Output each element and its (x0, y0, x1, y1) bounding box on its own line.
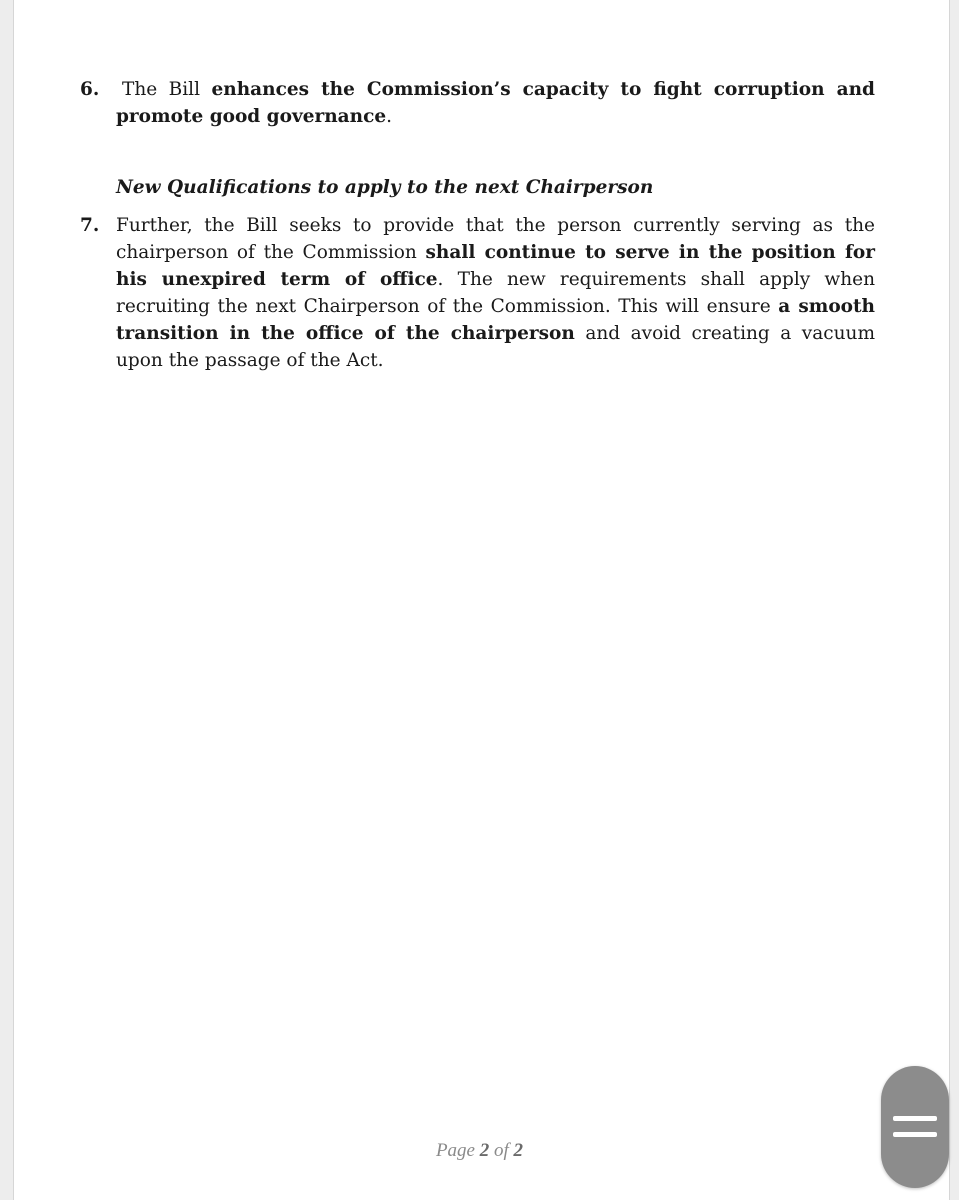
scroll-handle[interactable] (881, 1066, 949, 1188)
paragraph-7-emphasis-1: shall continue to serve in the position for his unexpired term of office (116, 242, 875, 290)
page-footer (0, 1140, 959, 1162)
paragraph-7-number: 7. (80, 215, 100, 236)
of-word: of (489, 1140, 514, 1161)
paragraph-6-end: . (386, 106, 393, 127)
document-page (13, 0, 950, 1200)
paragraph-7-text-1: Further, the Bill seeks to provide that the person currently serving as the chairperson of the Commission (116, 215, 875, 263)
paragraph-7-emphasis-2: a smooth transition in the office of the chairperson (116, 296, 875, 344)
paragraph-7-text-3: and avoid creating a vacuum upon the passage of the Act. (116, 323, 875, 371)
section-heading: New Qualifications to apply to the next Chairperson (116, 177, 654, 198)
paragraph-7-text-2: . The new requirements shall apply when recruiting the next Chairperson of the Commission. This will ensure (116, 269, 876, 317)
paragraph-6-text: The Bill (122, 79, 212, 100)
page-total: 2 (513, 1140, 524, 1161)
paragraph-6-emphasis: enhances the Commission’s capacity to fight corruption and promote good governance (116, 79, 875, 127)
paragraph-7 (116, 212, 875, 374)
page-word: Page (435, 1140, 480, 1161)
page-number: 2 (479, 1140, 490, 1161)
paragraph-6-number: 6. (80, 79, 100, 100)
paragraph-6 (116, 76, 875, 130)
